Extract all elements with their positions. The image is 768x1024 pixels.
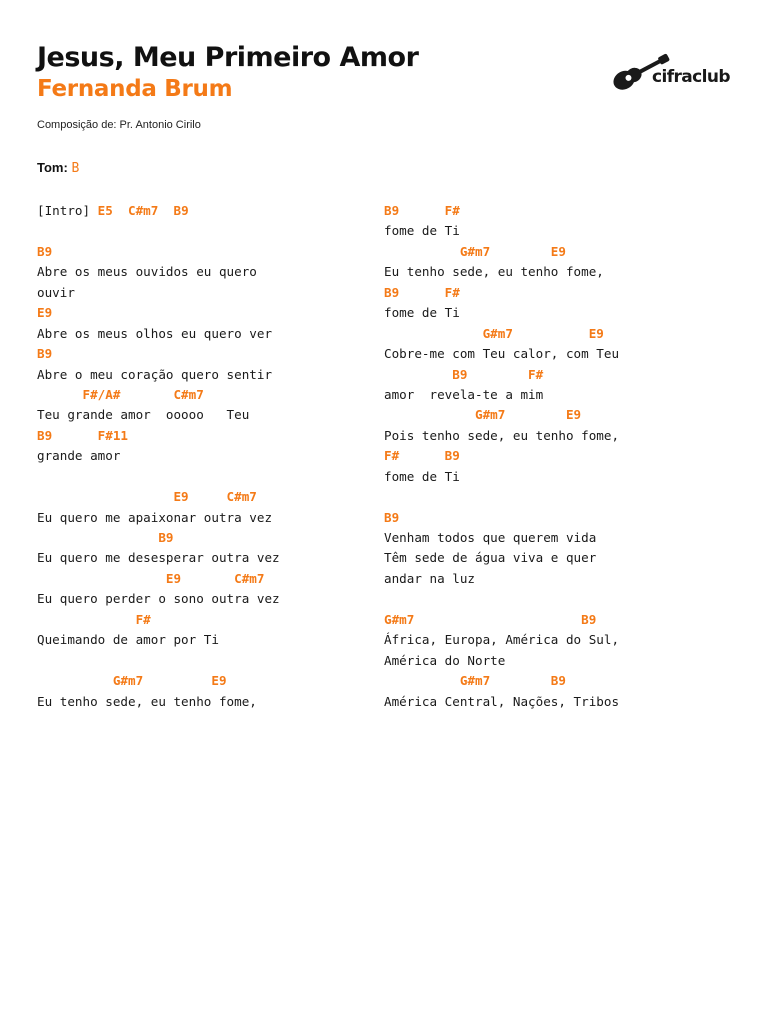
chord-line[interactable]: G#m7 E9 (384, 243, 566, 259)
lyric-line: Têm sede de água viva e quer (384, 550, 597, 566)
blank-line (384, 589, 704, 609)
chord-line[interactable]: B9 (37, 346, 53, 362)
chord-line[interactable]: B9 F# (384, 203, 460, 218)
lyric-line: Eu tenho sede, eu tenho fome, (37, 693, 257, 709)
chord-line[interactable]: E9 C#m7 (37, 570, 265, 586)
key-label: Tom: (37, 160, 68, 175)
chord-line[interactable]: F#/A# C#m7 (37, 386, 204, 402)
chord-line[interactable]: G#m7 B9 (384, 673, 566, 689)
chord-line[interactable]: G#m7 E9 (384, 325, 604, 341)
logo-text: cifraclub (652, 67, 730, 87)
lyric-line: Eu quero perder o sono outra vez (37, 591, 280, 607)
lyric-line: África, Europa, América do Sul, (384, 632, 620, 648)
lyric-line: fome de Ti (384, 305, 460, 321)
lyric-line: Teu grande amor ooooo Teu (37, 407, 250, 423)
chord-line[interactable]: E9 C#m7 (37, 489, 257, 505)
chord-line[interactable]: B9 (37, 530, 174, 545)
chord-line[interactable]: G#m7 E9 (37, 673, 227, 689)
lyric-line: fome de Ti (384, 223, 460, 239)
lyric-line: grande amor (37, 448, 121, 464)
guitar-icon (606, 46, 730, 92)
lyric-line: Venham todos que querem vida (384, 530, 597, 545)
lyric-line: amor revela-te a mim (384, 386, 544, 402)
section-label: [Intro] (37, 203, 98, 218)
song-key (37, 160, 79, 176)
section-line (37, 201, 357, 221)
blank-line (37, 221, 357, 241)
lyric-line: Abre os meus ouvidos eu quero (37, 264, 257, 280)
lyric-line: fome de Ti (384, 468, 460, 484)
key-value[interactable]: B (71, 161, 80, 176)
lyric-line: andar na luz (384, 570, 475, 586)
lyric-line: Abre os meus olhos eu quero ver (37, 325, 273, 341)
lyric-line: Cobre-me com Teu calor, com Teu (384, 346, 620, 362)
blank-line (37, 651, 357, 671)
lyric-line: ouvir (37, 284, 75, 300)
chord-line[interactable]: B9 F# (384, 284, 460, 300)
cifraclub-logo[interactable] (606, 46, 730, 92)
lyric-line: América do Norte (384, 652, 506, 668)
chord-line[interactable]: E9 (37, 305, 53, 321)
artist-name[interactable]: Fernanda Brum (37, 76, 233, 102)
lyric-line: Eu tenho sede, eu tenho fome, (384, 264, 604, 280)
chord-line[interactable]: B9 (37, 243, 53, 259)
lyric-line: Eu quero me desesperar outra vez (37, 550, 280, 566)
lyric-line: Abre o meu coração quero sentir (37, 366, 273, 382)
chord-column-right (384, 201, 704, 712)
chord-line[interactable]: B9 F# (384, 366, 544, 382)
blank-line (37, 467, 357, 487)
chord-line[interactable]: E5 C#m7 B9 (97, 203, 189, 218)
chord-line[interactable]: G#m7 B9 (384, 611, 597, 627)
chord-column-left (37, 201, 357, 712)
song-title: Jesus, Meu Primeiro Amor (37, 42, 419, 73)
lyric-line: Pois tenho sede, eu tenho fome, (384, 427, 620, 443)
lyric-line: Eu quero me apaixonar outra vez (37, 509, 273, 525)
chord-line[interactable]: F# (37, 611, 151, 627)
chord-line[interactable]: G#m7 E9 (384, 407, 582, 423)
composer-credit: Composição de: Pr. Antonio Cirilo (37, 119, 201, 131)
chord-line[interactable]: F# B9 (384, 448, 460, 464)
chord-line[interactable]: B9 F#11 (37, 427, 128, 443)
blank-line (384, 487, 704, 507)
lyric-line: Queimando de amor por Ti (37, 632, 219, 648)
chord-line[interactable]: B9 (384, 509, 400, 525)
lyric-line: América Central, Nações, Tribos (384, 693, 620, 709)
